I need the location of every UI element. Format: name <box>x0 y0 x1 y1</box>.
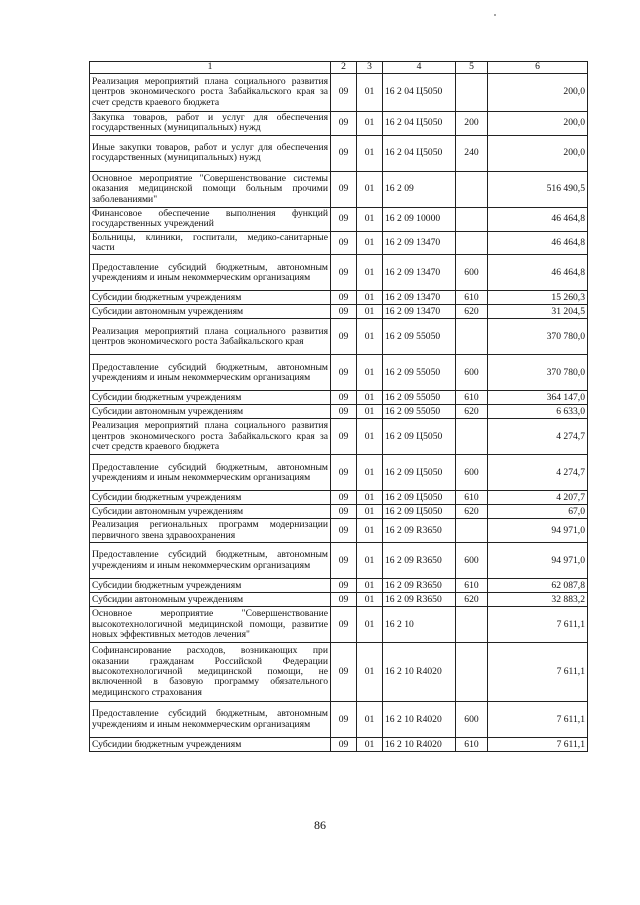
row-subsection: 01 <box>357 543 383 579</box>
row-section: 09 <box>331 543 357 579</box>
row-amount: 370 780,0 <box>488 319 588 355</box>
row-subsection: 01 <box>357 391 383 405</box>
row-section: 09 <box>331 319 357 355</box>
row-expense-type <box>456 643 488 702</box>
budget-table <box>89 61 588 752</box>
table-row <box>90 135 588 171</box>
row-expense-type <box>456 74 488 112</box>
row-section: 09 <box>331 74 357 112</box>
table-row <box>90 505 588 519</box>
table-row <box>90 579 588 593</box>
row-expense-type: 610 <box>456 738 488 752</box>
table-row <box>90 405 588 419</box>
row-name: Финансовое обеспечение выполнения функций государственных учреждений <box>90 207 331 231</box>
row-section: 09 <box>331 112 357 136</box>
table-row <box>90 305 588 319</box>
row-section: 09 <box>331 607 357 643</box>
header-col-6: 6 <box>488 62 588 74</box>
row-expense-type <box>456 207 488 231</box>
row-amount: 4 274,7 <box>488 455 588 491</box>
row-target-article: 16 2 09 Ц5050 <box>383 455 456 491</box>
table-body <box>90 74 588 752</box>
table-row <box>90 593 588 607</box>
table-row <box>90 455 588 491</box>
row-amount: 67,0 <box>488 505 588 519</box>
row-expense-type <box>456 319 488 355</box>
row-amount: 7 611,1 <box>488 643 588 702</box>
row-section: 09 <box>331 391 357 405</box>
row-section: 09 <box>331 255 357 291</box>
row-amount: 7 611,1 <box>488 607 588 643</box>
row-target-article: 16 2 09 Ц5050 <box>383 505 456 519</box>
row-section: 09 <box>331 579 357 593</box>
row-name: Субсидии бюджетным учреждениям <box>90 291 331 305</box>
row-name: Реализация мероприятий плана социального развития центров экономического роста Забайкальского края <box>90 319 331 355</box>
row-section: 09 <box>331 355 357 391</box>
row-target-article: 16 2 09 <box>383 171 456 207</box>
row-amount: 94 971,0 <box>488 519 588 543</box>
row-expense-type: 620 <box>456 593 488 607</box>
table-row <box>90 702 588 738</box>
row-name: Софинансирование расходов, возникающих при оказании гражданам Российской Федерации высокотехнологичной медицинской помощи, не включенной в базовую программу обязательного медицинского страхования <box>90 643 331 702</box>
row-name: Субсидии автономным учреждениям <box>90 305 331 319</box>
table-row <box>90 355 588 391</box>
row-amount: 62 087,8 <box>488 579 588 593</box>
table-row <box>90 255 588 291</box>
row-amount: 4 274,7 <box>488 419 588 455</box>
header-col-1: 1 <box>90 62 331 74</box>
row-section: 09 <box>331 305 357 319</box>
table-row <box>90 112 588 136</box>
row-expense-type: 620 <box>456 405 488 419</box>
row-amount: 6 633,0 <box>488 405 588 419</box>
row-name: Субсидии бюджетным учреждениям <box>90 738 331 752</box>
row-name: Субсидии бюджетным учреждениям <box>90 579 331 593</box>
row-subsection: 01 <box>357 305 383 319</box>
header-col-2: 2 <box>331 62 357 74</box>
row-subsection: 01 <box>357 593 383 607</box>
row-amount: 32 883,2 <box>488 593 588 607</box>
header-col-5: 5 <box>456 62 488 74</box>
row-subsection: 01 <box>357 702 383 738</box>
table-row <box>90 491 588 505</box>
row-amount: 516 490,5 <box>488 171 588 207</box>
row-target-article: 16 2 04 Ц5050 <box>383 74 456 112</box>
row-name: Реализация мероприятий плана социального развития центров экономического роста Забайкальского края за счет средств краевого бюджета <box>90 419 331 455</box>
row-section: 09 <box>331 643 357 702</box>
row-target-article: 16 2 09 R3650 <box>383 593 456 607</box>
row-subsection: 01 <box>357 643 383 702</box>
row-subsection: 01 <box>357 607 383 643</box>
row-target-article: 16 2 10 R4020 <box>383 643 456 702</box>
row-target-article: 16 2 09 13470 <box>383 231 456 255</box>
table-row <box>90 319 588 355</box>
row-section: 09 <box>331 593 357 607</box>
row-name: Реализация мероприятий плана социального развития центров экономического роста Забайкальского края за счет средств краевого бюджета <box>90 74 331 112</box>
row-expense-type: 600 <box>456 543 488 579</box>
table-row <box>90 391 588 405</box>
row-name: Иные закупки товаров, работ и услуг для обеспечения государственных (муниципальных) нужд <box>90 135 331 171</box>
row-name: Реализация региональных программ модернизации первичного звена здравоохранения <box>90 519 331 543</box>
table-header-row <box>90 62 588 74</box>
row-target-article: 16 2 09 13470 <box>383 305 456 319</box>
row-amount: 7 611,1 <box>488 738 588 752</box>
row-section: 09 <box>331 519 357 543</box>
row-subsection: 01 <box>357 207 383 231</box>
row-name: Субсидии бюджетным учреждениям <box>90 391 331 405</box>
row-amount: 15 260,3 <box>488 291 588 305</box>
table-row <box>90 519 588 543</box>
row-expense-type: 620 <box>456 505 488 519</box>
row-section: 09 <box>331 135 357 171</box>
row-name: Субсидии автономным учреждениям <box>90 593 331 607</box>
table-row <box>90 607 588 643</box>
header-col-4: 4 <box>383 62 456 74</box>
row-target-article: 16 2 10 R4020 <box>383 738 456 752</box>
table-row <box>90 543 588 579</box>
row-expense-type <box>456 171 488 207</box>
row-subsection: 01 <box>357 291 383 305</box>
row-section: 09 <box>331 455 357 491</box>
header-col-3: 3 <box>357 62 383 74</box>
row-target-article: 16 2 09 55050 <box>383 355 456 391</box>
row-section: 09 <box>331 291 357 305</box>
row-subsection: 01 <box>357 505 383 519</box>
row-target-article: 16 2 10 <box>383 607 456 643</box>
row-amount: 4 207,7 <box>488 491 588 505</box>
row-expense-type: 610 <box>456 579 488 593</box>
row-expense-type <box>456 607 488 643</box>
row-section: 09 <box>331 419 357 455</box>
row-name: Предоставление субсидий бюджетным, автономным учреждениям и иным некоммерческим организациям <box>90 543 331 579</box>
row-expense-type <box>456 419 488 455</box>
scan-speck <box>494 14 496 16</box>
table-row <box>90 171 588 207</box>
row-subsection: 01 <box>357 319 383 355</box>
row-target-article: 16 2 09 13470 <box>383 291 456 305</box>
row-amount: 7 611,1 <box>488 702 588 738</box>
row-target-article: 16 2 04 Ц5050 <box>383 112 456 136</box>
row-expense-type: 200 <box>456 112 488 136</box>
page-number: 86 <box>314 818 326 832</box>
row-target-article: 16 2 09 55050 <box>383 319 456 355</box>
row-subsection: 01 <box>357 112 383 136</box>
row-subsection: 01 <box>357 255 383 291</box>
row-amount: 364 147,0 <box>488 391 588 405</box>
row-subsection: 01 <box>357 171 383 207</box>
row-name: Закупка товаров, работ и услуг для обеспечения государственных (муниципальных) нужд <box>90 112 331 136</box>
row-target-article: 16 2 10 R4020 <box>383 702 456 738</box>
row-section: 09 <box>331 231 357 255</box>
row-subsection: 01 <box>357 738 383 752</box>
row-target-article: 16 2 09 R3650 <box>383 543 456 579</box>
row-amount: 200,0 <box>488 74 588 112</box>
row-expense-type: 600 <box>456 255 488 291</box>
row-name: Основное мероприятие "Совершенствование высокотехнологичной медицинской помощи, развитие новых эффективных методов лечения" <box>90 607 331 643</box>
row-expense-type: 620 <box>456 305 488 319</box>
row-amount: 46 464,8 <box>488 207 588 231</box>
row-expense-type <box>456 519 488 543</box>
row-section: 09 <box>331 702 357 738</box>
row-expense-type: 610 <box>456 291 488 305</box>
row-expense-type: 610 <box>456 491 488 505</box>
row-subsection: 01 <box>357 579 383 593</box>
row-amount: 46 464,8 <box>488 255 588 291</box>
row-expense-type: 600 <box>456 702 488 738</box>
row-amount: 94 971,0 <box>488 543 588 579</box>
row-subsection: 01 <box>357 455 383 491</box>
row-section: 09 <box>331 505 357 519</box>
row-section: 09 <box>331 405 357 419</box>
row-amount: 200,0 <box>488 112 588 136</box>
row-subsection: 01 <box>357 405 383 419</box>
row-target-article: 16 2 09 R3650 <box>383 579 456 593</box>
row-target-article: 16 2 09 13470 <box>383 255 456 291</box>
table-row <box>90 74 588 112</box>
row-target-article: 16 2 09 Ц5050 <box>383 419 456 455</box>
row-expense-type <box>456 231 488 255</box>
row-name: Предоставление субсидий бюджетным, автономным учреждениям и иным некоммерческим организациям <box>90 355 331 391</box>
row-section: 09 <box>331 491 357 505</box>
row-target-article: 16 2 09 55050 <box>383 391 456 405</box>
table-row <box>90 291 588 305</box>
row-subsection: 01 <box>357 519 383 543</box>
row-name: Больницы, клиники, госпитали, медико-санитарные части <box>90 231 331 255</box>
row-name: Предоставление субсидий бюджетным, автономным учреждениям и иным некоммерческим организациям <box>90 455 331 491</box>
table-row <box>90 231 588 255</box>
row-target-article: 16 2 09 R3650 <box>383 519 456 543</box>
row-expense-type: 600 <box>456 455 488 491</box>
row-subsection: 01 <box>357 419 383 455</box>
row-amount: 31 204,5 <box>488 305 588 319</box>
row-expense-type: 240 <box>456 135 488 171</box>
row-target-article: 16 2 09 55050 <box>383 405 456 419</box>
row-name: Предоставление субсидий бюджетным, автономным учреждениям и иным некоммерческим организациям <box>90 702 331 738</box>
row-target-article: 16 2 09 10000 <box>383 207 456 231</box>
table-row <box>90 738 588 752</box>
row-name: Субсидии автономным учреждениям <box>90 505 331 519</box>
row-section: 09 <box>331 738 357 752</box>
row-target-article: 16 2 09 Ц5050 <box>383 491 456 505</box>
row-name: Предоставление субсидий бюджетным, автономным учреждениям и иным некоммерческим организациям <box>90 255 331 291</box>
row-subsection: 01 <box>357 491 383 505</box>
row-expense-type: 610 <box>456 391 488 405</box>
row-subsection: 01 <box>357 355 383 391</box>
row-subsection: 01 <box>357 231 383 255</box>
row-section: 09 <box>331 171 357 207</box>
row-expense-type: 600 <box>456 355 488 391</box>
row-subsection: 01 <box>357 135 383 171</box>
row-amount: 370 780,0 <box>488 355 588 391</box>
row-name: Субсидии автономным учреждениям <box>90 405 331 419</box>
row-name: Субсидии бюджетным учреждениям <box>90 491 331 505</box>
table-row <box>90 643 588 702</box>
row-amount: 46 464,8 <box>488 231 588 255</box>
row-section: 09 <box>331 207 357 231</box>
row-subsection: 01 <box>357 74 383 112</box>
table-row <box>90 207 588 231</box>
row-amount: 200,0 <box>488 135 588 171</box>
table-row <box>90 419 588 455</box>
row-target-article: 16 2 04 Ц5050 <box>383 135 456 171</box>
row-name: Основное мероприятие "Совершенствование системы оказания медицинской помощи больным прочими заболеваниями" <box>90 171 331 207</box>
